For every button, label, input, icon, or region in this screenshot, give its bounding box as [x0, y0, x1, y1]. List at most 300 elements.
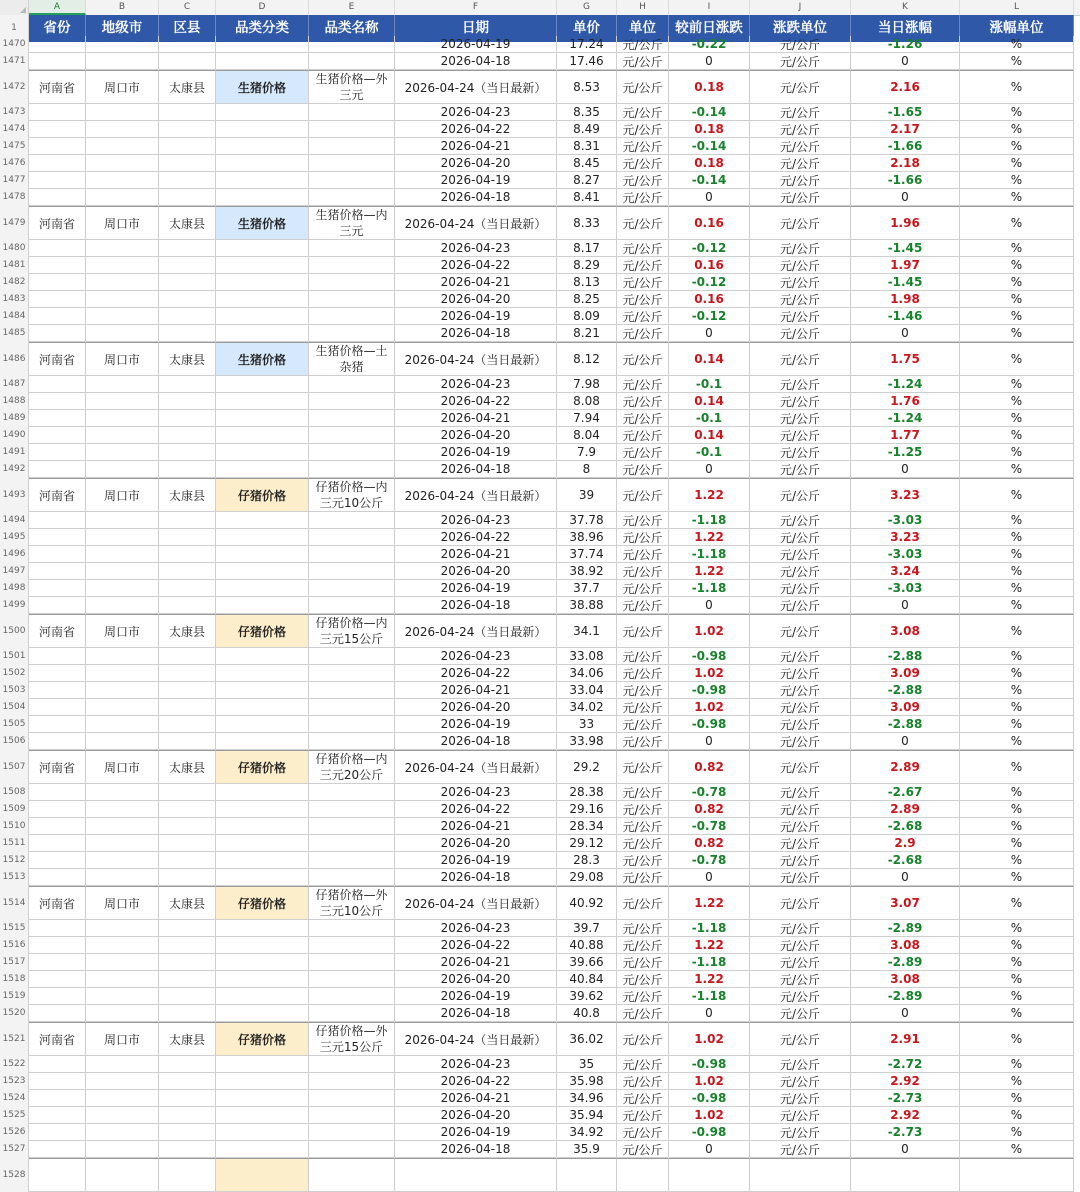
cell-a-province[interactable]	[29, 699, 86, 716]
row-number[interactable]: 1502	[0, 665, 29, 682]
cell-i-change[interactable]: -0.12	[669, 240, 750, 257]
cell-h-unit[interactable]: 元/公斤	[617, 597, 669, 614]
cell-g-price[interactable]: 39.66	[557, 954, 617, 971]
cell-l-pct-unit[interactable]: %	[960, 342, 1074, 376]
cell-c-county[interactable]: 太康县	[159, 342, 216, 376]
cell-k-pct[interactable]: -1.66	[851, 138, 960, 155]
cell-b-city[interactable]	[86, 937, 159, 954]
cell-e-name[interactable]	[309, 546, 395, 563]
cell-f-date[interactable]: 2026-04-22	[395, 121, 557, 138]
cell-c-county[interactable]	[159, 580, 216, 597]
cell-l-pct-unit[interactable]: %	[960, 563, 1074, 580]
column-letter-h[interactable]: H	[617, 0, 669, 15]
cell-g-price[interactable]: 34.92	[557, 1124, 617, 1141]
cell-d-category[interactable]	[216, 597, 309, 614]
cell-c-county[interactable]	[159, 597, 216, 614]
cell-i-change[interactable]: 0.16	[669, 206, 750, 240]
cell-b-city[interactable]	[86, 971, 159, 988]
cell-h-unit[interactable]: 元/公斤	[617, 461, 669, 478]
cell-l-pct-unit[interactable]: %	[960, 104, 1074, 121]
cell-f-date[interactable]: 2026-04-20	[395, 563, 557, 580]
cell-k-pct[interactable]: -1.24	[851, 410, 960, 427]
cell-f-date[interactable]: 2026-04-23	[395, 648, 557, 665]
cell-b-city[interactable]	[86, 53, 159, 70]
cell-e-name[interactable]	[309, 427, 395, 444]
cell-f-date[interactable]: 2026-04-21	[395, 682, 557, 699]
column-letter-j[interactable]: J	[750, 0, 851, 15]
cell-c-county[interactable]: 太康县	[159, 206, 216, 240]
cell-h-unit[interactable]: 元/公斤	[617, 1090, 669, 1107]
cell-h-unit[interactable]: 元/公斤	[617, 869, 669, 886]
column-letter-b[interactable]: B	[86, 0, 159, 15]
cell-h-unit[interactable]: 元/公斤	[617, 1124, 669, 1141]
cell-k-pct[interactable]: 3.08	[851, 937, 960, 954]
cell-g-price[interactable]: 28.3	[557, 852, 617, 869]
cell-i-change[interactable]: 0.82	[669, 835, 750, 852]
cell-g-price[interactable]: 35	[557, 1056, 617, 1073]
cell-e-name[interactable]: 生猪价格—外三元	[309, 70, 395, 104]
cell-e-name[interactable]	[309, 563, 395, 580]
cell-k-pct[interactable]: -2.89	[851, 988, 960, 1005]
cell-k-pct[interactable]: -2.68	[851, 852, 960, 869]
cell-b-city[interactable]	[86, 835, 159, 852]
cell-a-province[interactable]	[29, 1158, 86, 1192]
cell-b-city[interactable]	[86, 1073, 159, 1090]
cell-c-county[interactable]	[159, 546, 216, 563]
header-cell-d[interactable]: 品类分类	[216, 15, 309, 42]
cell-d-category[interactable]	[216, 648, 309, 665]
cell-h-unit[interactable]: 元/公斤	[617, 172, 669, 189]
cell-i-change[interactable]: 0	[669, 597, 750, 614]
cell-k-pct[interactable]: 0	[851, 597, 960, 614]
cell-f-date[interactable]: 2026-04-22	[395, 665, 557, 682]
cell-d-category[interactable]	[216, 852, 309, 869]
header-cell-f[interactable]: 日期	[395, 15, 557, 42]
cell-g-price[interactable]: 34.1	[557, 614, 617, 648]
cell-g-price[interactable]: 29.2	[557, 750, 617, 784]
cell-g-price[interactable]: 38.96	[557, 529, 617, 546]
cell-k-pct[interactable]: 3.24	[851, 563, 960, 580]
cell-e-name[interactable]	[309, 954, 395, 971]
header-cell-l[interactable]: 涨幅单位	[960, 15, 1074, 42]
cell-k-pct[interactable]: -1.25	[851, 444, 960, 461]
cell-j-change-unit[interactable]: 元/公斤	[750, 1005, 851, 1022]
cell-d-category[interactable]	[216, 257, 309, 274]
cell-i-change[interactable]: -0.98	[669, 648, 750, 665]
row-number[interactable]: 1492	[0, 461, 29, 478]
cell-f-date[interactable]: 2026-04-18	[395, 1141, 557, 1158]
cell-d-category[interactable]	[216, 801, 309, 818]
cell-d-category[interactable]: 仔猪价格	[216, 478, 309, 512]
cell-b-city[interactable]	[86, 818, 159, 835]
cell-a-province[interactable]	[29, 529, 86, 546]
cell-g-price[interactable]: 8.25	[557, 291, 617, 308]
cell-e-name[interactable]	[309, 104, 395, 121]
cell-d-category[interactable]	[216, 36, 309, 53]
column-letter-f[interactable]: F	[395, 0, 557, 15]
row-number[interactable]: 1484	[0, 308, 29, 325]
cell-j-change-unit[interactable]: 元/公斤	[750, 852, 851, 869]
cell-a-province[interactable]	[29, 376, 86, 393]
cell-a-province[interactable]	[29, 1005, 86, 1022]
cell-k-pct[interactable]: -2.89	[851, 920, 960, 937]
cell-j-change-unit[interactable]: 元/公斤	[750, 308, 851, 325]
cell-h-unit[interactable]: 元/公斤	[617, 716, 669, 733]
header-cell-b[interactable]: 地级市	[86, 15, 159, 42]
cell-f-date[interactable]: 2026-04-20	[395, 699, 557, 716]
cell-e-name[interactable]	[309, 937, 395, 954]
cell-i-change[interactable]: 0.16	[669, 291, 750, 308]
cell-j-change-unit[interactable]: 元/公斤	[750, 988, 851, 1005]
cell-b-city[interactable]	[86, 1056, 159, 1073]
cell-k-pct[interactable]: -2.73	[851, 1124, 960, 1141]
cell-e-name[interactable]: 仔猪价格—外三元15公斤	[309, 1022, 395, 1056]
cell-f-date[interactable]: 2026-04-19	[395, 716, 557, 733]
cell-b-city[interactable]	[86, 393, 159, 410]
cell-f-date[interactable]: 2026-04-18	[395, 325, 557, 342]
cell-g-price[interactable]: 37.78	[557, 512, 617, 529]
column-letter-d[interactable]: D	[216, 0, 309, 15]
row-number[interactable]: 1497	[0, 563, 29, 580]
cell-h-unit[interactable]: 元/公斤	[617, 920, 669, 937]
cell-d-category[interactable]	[216, 104, 309, 121]
row-number[interactable]: 1520	[0, 1005, 29, 1022]
cell-c-county[interactable]	[159, 257, 216, 274]
cell-d-category[interactable]	[216, 1090, 309, 1107]
cell-k-pct[interactable]: -2.72	[851, 1056, 960, 1073]
cell-h-unit[interactable]: 元/公斤	[617, 750, 669, 784]
cell-a-province[interactable]: 河南省	[29, 206, 86, 240]
cell-f-date[interactable]: 2026-04-19	[395, 308, 557, 325]
cell-k-pct[interactable]: 3.23	[851, 478, 960, 512]
cell-d-category[interactable]	[216, 784, 309, 801]
cell-k-pct[interactable]: 2.92	[851, 1107, 960, 1124]
cell-f-date[interactable]: 2026-04-19	[395, 988, 557, 1005]
cell-a-province[interactable]: 河南省	[29, 1022, 86, 1056]
row-number[interactable]: 1527	[0, 1141, 29, 1158]
cell-j-change-unit[interactable]: 元/公斤	[750, 257, 851, 274]
cell-l-pct-unit[interactable]: %	[960, 546, 1074, 563]
cell-i-change[interactable]: -1.18	[669, 546, 750, 563]
cell-f-date[interactable]: 2026-04-20	[395, 155, 557, 172]
row-number[interactable]: 1516	[0, 937, 29, 954]
cell-k-pct[interactable]: -2.68	[851, 818, 960, 835]
cell-f-date[interactable]: 2026-04-18	[395, 869, 557, 886]
cell-g-price[interactable]: 8.53	[557, 70, 617, 104]
cell-g-price[interactable]: 39	[557, 478, 617, 512]
cell-f-date[interactable]: 2026-04-20	[395, 971, 557, 988]
cell-e-name[interactable]	[309, 869, 395, 886]
cell-a-province[interactable]	[29, 682, 86, 699]
cell-a-province[interactable]	[29, 104, 86, 121]
cell-i-change[interactable]: 0.14	[669, 427, 750, 444]
cell-d-category[interactable]: 仔猪价格	[216, 614, 309, 648]
cell-e-name[interactable]	[309, 682, 395, 699]
cell-c-county[interactable]	[159, 852, 216, 869]
header-cell-a[interactable]: 省份	[29, 15, 86, 42]
cell-d-category[interactable]	[216, 1005, 309, 1022]
cell-j-change-unit[interactable]: 元/公斤	[750, 733, 851, 750]
cell-c-county[interactable]	[159, 818, 216, 835]
cell-f-date[interactable]: 2026-04-24（当日最新）	[395, 614, 557, 648]
cell-c-county[interactable]	[159, 920, 216, 937]
cell-b-city[interactable]	[86, 1124, 159, 1141]
cell-c-county[interactable]	[159, 869, 216, 886]
cell-a-province[interactable]	[29, 971, 86, 988]
cell-e-name[interactable]	[309, 835, 395, 852]
cell-a-province[interactable]	[29, 988, 86, 1005]
cell-c-county[interactable]	[159, 155, 216, 172]
header-cell-h[interactable]: 单位	[617, 15, 669, 42]
cell-a-province[interactable]	[29, 291, 86, 308]
cell-c-county[interactable]: 太康县	[159, 614, 216, 648]
cell-f-date[interactable]: 2026-04-23	[395, 512, 557, 529]
cell-b-city[interactable]: 周口市	[86, 1022, 159, 1056]
cell-g-price[interactable]: 29.16	[557, 801, 617, 818]
cell-i-change[interactable]: 0.82	[669, 801, 750, 818]
cell-i-change[interactable]: 0	[669, 53, 750, 70]
row-number[interactable]: 1508	[0, 784, 29, 801]
cell-e-name[interactable]	[309, 716, 395, 733]
cell-j-change-unit[interactable]: 元/公斤	[750, 716, 851, 733]
cell-c-county[interactable]	[159, 308, 216, 325]
cell-d-category[interactable]	[216, 716, 309, 733]
cell-f-date[interactable]: 2026-04-23	[395, 240, 557, 257]
cell-e-name[interactable]	[309, 1158, 395, 1192]
cell-b-city[interactable]	[86, 240, 159, 257]
row-number[interactable]: 1475	[0, 138, 29, 155]
cell-d-category[interactable]	[216, 682, 309, 699]
row-number[interactable]: 1494	[0, 512, 29, 529]
cell-c-county[interactable]	[159, 937, 216, 954]
cell-d-category[interactable]	[216, 53, 309, 70]
cell-f-date[interactable]: 2026-04-22	[395, 937, 557, 954]
cell-c-county[interactable]	[159, 665, 216, 682]
cell-b-city[interactable]	[86, 291, 159, 308]
cell-b-city[interactable]	[86, 172, 159, 189]
cell-f-date[interactable]: 2026-04-21	[395, 274, 557, 291]
cell-e-name[interactable]	[309, 648, 395, 665]
cell-b-city[interactable]: 周口市	[86, 614, 159, 648]
cell-d-category[interactable]	[216, 155, 309, 172]
row-number[interactable]: 1478	[0, 189, 29, 206]
cell-h-unit[interactable]: 元/公斤	[617, 478, 669, 512]
cell-f-date[interactable]	[395, 1158, 557, 1192]
cell-g-price[interactable]: 8.09	[557, 308, 617, 325]
cell-d-category[interactable]	[216, 1141, 309, 1158]
cell-h-unit[interactable]: 元/公斤	[617, 240, 669, 257]
cell-i-change[interactable]: 1.22	[669, 886, 750, 920]
cell-j-change-unit[interactable]: 元/公斤	[750, 376, 851, 393]
column-letter-i[interactable]: I	[669, 0, 750, 15]
cell-l-pct-unit[interactable]: %	[960, 512, 1074, 529]
row-number[interactable]: 1496	[0, 546, 29, 563]
cell-c-county[interactable]	[159, 325, 216, 342]
cell-d-category[interactable]	[216, 733, 309, 750]
cell-b-city[interactable]	[86, 257, 159, 274]
cell-b-city[interactable]	[86, 597, 159, 614]
row-number[interactable]: 1480	[0, 240, 29, 257]
cell-i-change[interactable]: 1.22	[669, 971, 750, 988]
cell-l-pct-unit[interactable]: %	[960, 614, 1074, 648]
cell-b-city[interactable]	[86, 36, 159, 53]
cell-j-change-unit[interactable]: 元/公斤	[750, 274, 851, 291]
cell-c-county[interactable]	[159, 444, 216, 461]
cell-j-change-unit[interactable]: 元/公斤	[750, 172, 851, 189]
cell-i-change[interactable]: 0.18	[669, 155, 750, 172]
cell-f-date[interactable]: 2026-04-18	[395, 733, 557, 750]
cell-a-province[interactable]	[29, 716, 86, 733]
cell-a-province[interactable]	[29, 1107, 86, 1124]
cell-g-price[interactable]: 33.08	[557, 648, 617, 665]
cell-d-category[interactable]	[216, 274, 309, 291]
cell-l-pct-unit[interactable]: %	[960, 410, 1074, 427]
cell-l-pct-unit[interactable]: %	[960, 733, 1074, 750]
row-number[interactable]: 1471	[0, 53, 29, 70]
cell-f-date[interactable]: 2026-04-19	[395, 172, 557, 189]
cell-d-category[interactable]	[216, 937, 309, 954]
cell-d-category[interactable]	[216, 971, 309, 988]
row-number[interactable]: 1523	[0, 1073, 29, 1090]
cell-d-category[interactable]	[216, 1073, 309, 1090]
cell-a-province[interactable]	[29, 325, 86, 342]
cell-k-pct[interactable]: -3.03	[851, 546, 960, 563]
cell-d-category[interactable]	[216, 954, 309, 971]
cell-i-change[interactable]: 0.18	[669, 70, 750, 104]
cell-l-pct-unit[interactable]: %	[960, 308, 1074, 325]
cell-f-date[interactable]: 2026-04-22	[395, 801, 557, 818]
cell-a-province[interactable]	[29, 852, 86, 869]
cell-j-change-unit[interactable]: 元/公斤	[750, 937, 851, 954]
cell-i-change[interactable]: -0.98	[669, 1056, 750, 1073]
cell-e-name[interactable]: 仔猪价格—内三元15公斤	[309, 614, 395, 648]
column-letter-k[interactable]: K	[851, 0, 960, 15]
cell-b-city[interactable]	[86, 1090, 159, 1107]
cell-g-price[interactable]: 8.45	[557, 155, 617, 172]
cell-c-county[interactable]	[159, 699, 216, 716]
cell-f-date[interactable]: 2026-04-19	[395, 852, 557, 869]
cell-l-pct-unit[interactable]: %	[960, 784, 1074, 801]
cell-h-unit[interactable]: 元/公斤	[617, 121, 669, 138]
cell-e-name[interactable]	[309, 512, 395, 529]
row-number[interactable]: 1482	[0, 274, 29, 291]
cell-d-category[interactable]: 生猪价格	[216, 206, 309, 240]
cell-k-pct[interactable]: -2.88	[851, 648, 960, 665]
cell-k-pct[interactable]: -1.65	[851, 104, 960, 121]
cell-e-name[interactable]	[309, 376, 395, 393]
cell-k-pct[interactable]: 1.96	[851, 206, 960, 240]
cell-j-change-unit[interactable]: 元/公斤	[750, 835, 851, 852]
cell-g-price[interactable]: 8.08	[557, 393, 617, 410]
cell-h-unit[interactable]: 元/公斤	[617, 1005, 669, 1022]
cell-i-change[interactable]: 1.22	[669, 937, 750, 954]
cell-b-city[interactable]	[86, 699, 159, 716]
cell-d-category[interactable]	[216, 529, 309, 546]
row-number[interactable]: 1505	[0, 716, 29, 733]
cell-d-category[interactable]	[216, 1056, 309, 1073]
row-number[interactable]: 1490	[0, 427, 29, 444]
cell-g-price[interactable]: 37.7	[557, 580, 617, 597]
cell-k-pct[interactable]: 0	[851, 325, 960, 342]
cell-c-county[interactable]	[159, 1073, 216, 1090]
cell-k-pct[interactable]: -2.67	[851, 784, 960, 801]
cell-g-price[interactable]: 28.38	[557, 784, 617, 801]
cell-j-change-unit[interactable]: 元/公斤	[750, 53, 851, 70]
cell-a-province[interactable]	[29, 801, 86, 818]
cell-j-change-unit[interactable]: 元/公斤	[750, 427, 851, 444]
row-number[interactable]: 1493	[0, 478, 29, 512]
cell-i-change[interactable]: -1.18	[669, 580, 750, 597]
cell-a-province[interactable]	[29, 869, 86, 886]
cell-c-county[interactable]	[159, 189, 216, 206]
cell-e-name[interactable]	[309, 155, 395, 172]
row-number[interactable]: 1521	[0, 1022, 29, 1056]
cell-b-city[interactable]	[86, 410, 159, 427]
cell-a-province[interactable]	[29, 665, 86, 682]
cell-e-name[interactable]	[309, 699, 395, 716]
cell-j-change-unit[interactable]: 元/公斤	[750, 784, 851, 801]
cell-h-unit[interactable]: 元/公斤	[617, 580, 669, 597]
cell-d-category[interactable]	[216, 563, 309, 580]
cell-b-city[interactable]	[86, 308, 159, 325]
cell-h-unit[interactable]: 元/公斤	[617, 699, 669, 716]
cell-g-price[interactable]: 7.98	[557, 376, 617, 393]
cell-l-pct-unit[interactable]: %	[960, 155, 1074, 172]
cell-d-category[interactable]	[216, 512, 309, 529]
cell-l-pct-unit[interactable]: %	[960, 1073, 1074, 1090]
cell-l-pct-unit[interactable]: %	[960, 206, 1074, 240]
cell-g-price[interactable]: 35.98	[557, 1073, 617, 1090]
cell-g-price[interactable]: 8.04	[557, 427, 617, 444]
header-cell-c[interactable]: 区县	[159, 15, 216, 42]
row-number[interactable]: 1512	[0, 852, 29, 869]
cell-j-change-unit[interactable]: 元/公斤	[750, 240, 851, 257]
cell-g-price[interactable]: 8.35	[557, 104, 617, 121]
cell-l-pct-unit[interactable]: %	[960, 750, 1074, 784]
cell-h-unit[interactable]: 元/公斤	[617, 189, 669, 206]
cell-g-price[interactable]: 35.94	[557, 1107, 617, 1124]
cell-g-price[interactable]: 37.74	[557, 546, 617, 563]
cell-b-city[interactable]	[86, 563, 159, 580]
cell-i-change[interactable]: 1.02	[669, 1073, 750, 1090]
cell-f-date[interactable]: 2026-04-24（当日最新）	[395, 478, 557, 512]
cell-k-pct[interactable]: 2.92	[851, 1073, 960, 1090]
cell-b-city[interactable]	[86, 733, 159, 750]
cell-a-province[interactable]	[29, 835, 86, 852]
cell-k-pct[interactable]: 1.98	[851, 291, 960, 308]
cell-a-province[interactable]	[29, 36, 86, 53]
cell-e-name[interactable]	[309, 801, 395, 818]
cell-b-city[interactable]	[86, 716, 159, 733]
cell-f-date[interactable]: 2026-04-18	[395, 189, 557, 206]
row-number[interactable]: 1489	[0, 410, 29, 427]
cell-a-province[interactable]	[29, 257, 86, 274]
row-number[interactable]: 1495	[0, 529, 29, 546]
cell-l-pct-unit[interactable]: %	[960, 291, 1074, 308]
cell-j-change-unit[interactable]: 元/公斤	[750, 1141, 851, 1158]
cell-l-pct-unit[interactable]: %	[960, 852, 1074, 869]
row-number[interactable]: 1473	[0, 104, 29, 121]
cell-a-province[interactable]	[29, 189, 86, 206]
cell-d-category[interactable]	[216, 665, 309, 682]
cell-f-date[interactable]: 2026-04-24（当日最新）	[395, 342, 557, 376]
cell-b-city[interactable]	[86, 444, 159, 461]
cell-l-pct-unit[interactable]: %	[960, 240, 1074, 257]
cell-b-city[interactable]	[86, 189, 159, 206]
cell-l-pct-unit[interactable]: %	[960, 53, 1074, 70]
cell-a-province[interactable]	[29, 461, 86, 478]
cell-b-city[interactable]	[86, 648, 159, 665]
